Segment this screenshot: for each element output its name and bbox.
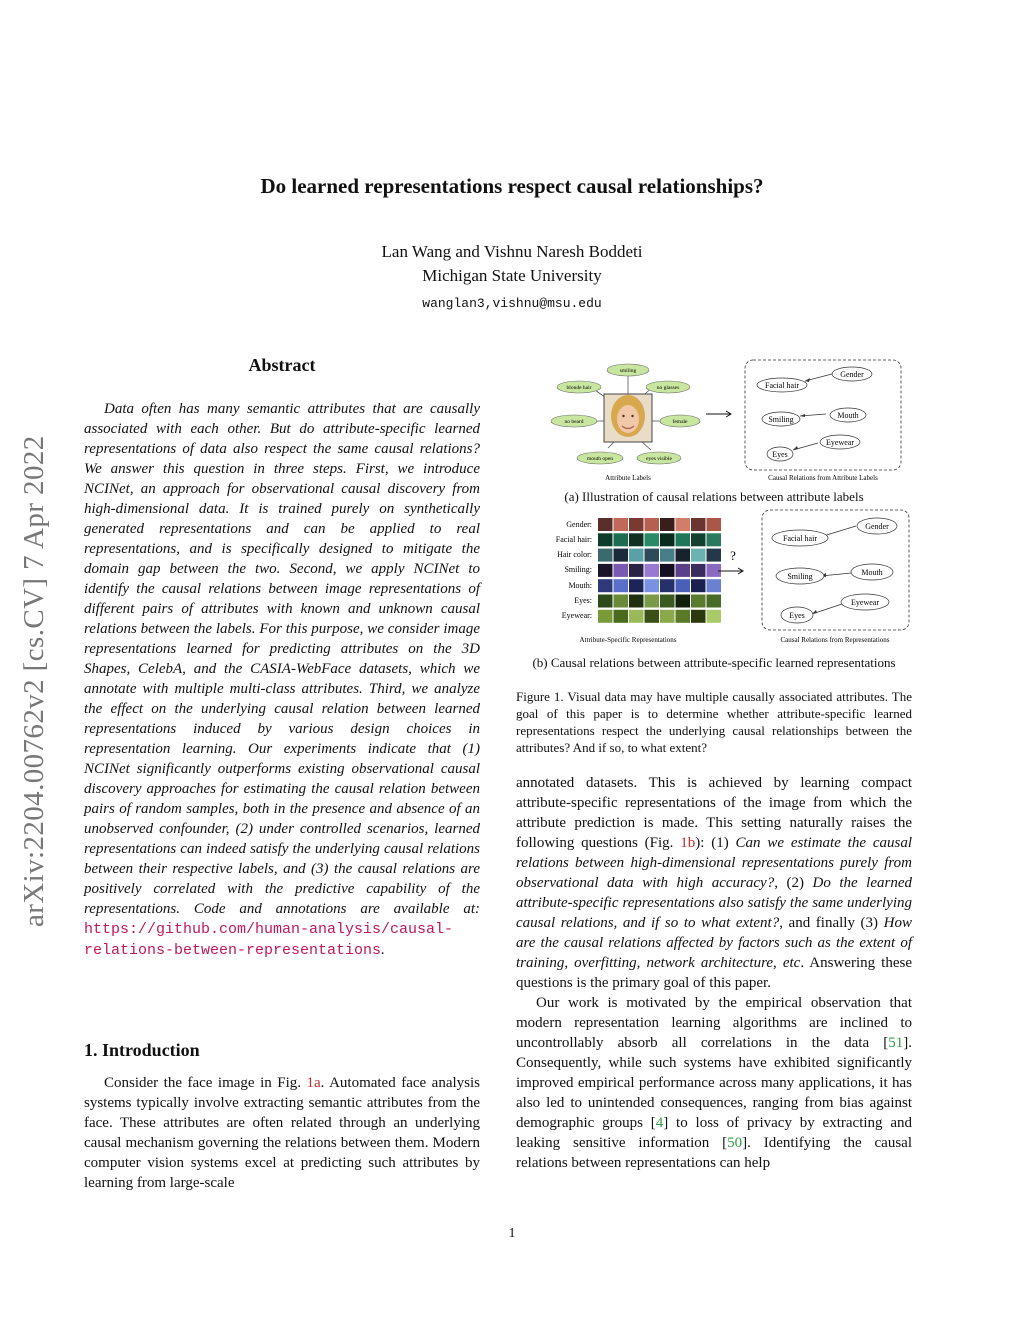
representation-cell <box>691 549 706 562</box>
representation-cell <box>645 564 660 577</box>
row-label: Eyes: <box>574 596 592 605</box>
svg-text:Gender: Gender <box>865 522 889 531</box>
svg-text:Eyes: Eyes <box>789 611 805 620</box>
code-link[interactable]: https://github.com/human-analysis/causal-relations-between-representations <box>84 921 454 959</box>
label-attribute-representations: Attribute-Specific Representations <box>579 636 677 644</box>
text-span: . Answering these questions is the primary goal of this paper. <box>516 955 912 991</box>
representation-cell <box>598 610 613 623</box>
representation-cell <box>629 549 644 562</box>
citation-4[interactable]: 4 <box>655 1115 664 1131</box>
citation-51[interactable]: 51 <box>888 1035 904 1051</box>
attribute-node <box>637 452 681 464</box>
page-number: 1 <box>508 1226 516 1241</box>
right-column-text <box>516 773 912 1173</box>
representation-cell <box>660 549 675 562</box>
question-1: Can we estimate the causal relations between high-dimensional representations purely from observational data with high accuracy? <box>516 835 912 891</box>
representation-cell <box>660 610 675 623</box>
abstract-body-text: Data often has many semantic attributes that are causally associated with each other. But do attribute-specific learned representations of data also respect the same causal relations? We answer this question in three steps. First, we introduce NCINet, an approach for observational causal discovery from high-dimensional data. It is trained purely on synthetically generated representations and can be applied to real representations, and is specifically designed to mitigate the domain gap between the two. Second, we apply NCINet to identify the causal relations between image representations of different pairs of attributes with known and unknown causal relations between the labels. For this purpose, we consider image representations learned for predicting attributes on the 3D Shapes, CelebA, and the CASIA-WebFace datasets, which we annotate with multiple multi-class attributes. Third, we analyze the effect on the underlying causal relation between learned representations induced by various design choices in representation learning. Our experiments indicate that (1) NCINet significantly outperforms existing observational causal discovery approaches for estimating the causal relation between pairs of random samples, both in the presence and absence of an unobserved confounder, (2) under controlled scenarios, learned representations can indeed satisfy the underlying causal relations between their respective labels, and (3) the causal relations are positively correlated with the predictive capability of the representations. Code and annotations are available at: <box>84 401 480 917</box>
representation-cell <box>614 579 629 592</box>
representation-cell <box>691 564 706 577</box>
svg-text:mouth open: mouth open <box>586 456 614 462</box>
question-mark: ? <box>730 548 736 563</box>
text-span: ]. Identifying the causal relations between representations can help <box>516 1135 912 1171</box>
svg-text:Gender: Gender <box>840 370 864 379</box>
arrow-icon <box>718 568 743 574</box>
graph-node <box>776 568 824 584</box>
svg-text:Facial hair: Facial hair <box>765 381 799 390</box>
graph-node <box>757 378 807 392</box>
representation-cell <box>691 610 706 623</box>
svg-text:Mouth: Mouth <box>861 568 883 577</box>
representation-cell <box>676 549 691 562</box>
representation-cell <box>629 533 644 546</box>
svg-text:Mouth: Mouth <box>837 411 859 420</box>
attribute-node <box>577 452 623 464</box>
arxiv-identifier: arXiv:2204.00762v2 [cs.CV] 7 Apr 2022 <box>18 435 50 927</box>
figure-1a <box>548 358 916 486</box>
row-label: Hair color: <box>557 550 592 559</box>
representation-cell <box>598 549 613 562</box>
representation-cell <box>614 610 629 623</box>
representation-cell <box>629 564 644 577</box>
text-span: ]. Consequently, while such systems have exhibited significantly improved empirical performance across many applications, it has also led to unintended consequences, ranging from bias against demographic groups [ <box>516 1035 912 1131</box>
representation-cell <box>645 533 660 546</box>
representation-cell <box>614 533 629 546</box>
representation-cell <box>691 533 706 546</box>
text-span: ): (1) <box>695 835 729 851</box>
representation-cell <box>707 564 722 577</box>
representation-cell <box>614 549 629 562</box>
representation-cell <box>629 518 644 531</box>
intro-paragraph <box>84 1073 480 1193</box>
representation-cell <box>691 579 706 592</box>
abstract-text <box>84 399 480 961</box>
question-3: How are the causal relations affected by factors such as the extent of training, overfitting, network architecture, etc <box>516 915 913 971</box>
representation-cell <box>676 533 691 546</box>
label-attribute-labels: Attribute Labels <box>605 474 651 482</box>
representation-cell <box>707 518 722 531</box>
representation-cell <box>691 595 706 608</box>
representation-cell <box>598 579 613 592</box>
fig-ref-1b[interactable]: 1b <box>680 835 696 851</box>
representation-cell <box>707 549 722 562</box>
section-heading-introduction: 1. Introduction <box>84 1040 200 1060</box>
svg-text:eyes visible: eyes visible <box>646 456 672 462</box>
author-block <box>0 240 1024 316</box>
svg-text:female: female <box>672 419 688 425</box>
paragraph <box>516 993 912 1173</box>
representation-cell <box>660 595 675 608</box>
graph-node <box>841 594 889 610</box>
row-label: Smiling: <box>564 565 592 574</box>
label-causal-relations-representations: Causal Relations from Representations <box>780 636 890 644</box>
svg-text:smiling: smiling <box>619 368 637 374</box>
text-span: , and finally (3) <box>779 915 879 931</box>
attribute-node <box>646 381 690 393</box>
representation-cell <box>707 579 722 592</box>
graph-node <box>767 447 793 461</box>
representation-cell <box>645 595 660 608</box>
citation-50[interactable]: 50 <box>727 1135 743 1151</box>
graph-node <box>830 408 866 422</box>
graph-node <box>772 530 828 546</box>
attribute-node <box>557 381 601 393</box>
representation-cell <box>660 579 675 592</box>
representation-cell <box>660 518 675 531</box>
representation-cell <box>598 595 613 608</box>
graph-node <box>851 564 893 580</box>
svg-text:Smiling: Smiling <box>787 572 813 581</box>
representation-cell <box>645 610 660 623</box>
representation-cell <box>629 610 644 623</box>
graph-node <box>781 607 813 623</box>
text-span: , (2) <box>774 875 804 891</box>
intro-text-a: Consider the face image in Fig. <box>104 1075 301 1091</box>
graph-node <box>820 435 860 449</box>
representation-cell <box>645 579 660 592</box>
row-label: Gender: <box>566 520 592 529</box>
row-label: Eyewear: <box>561 611 592 620</box>
svg-text:blonde hair: blonde hair <box>566 385 592 391</box>
graph-node <box>762 412 800 426</box>
authors: Lan Wang and Vishnu Naresh Boddeti <box>381 242 643 261</box>
svg-text:Eyewear: Eyewear <box>851 598 879 607</box>
representation-cell <box>598 518 613 531</box>
email: wanglan3,vishnu@msu.edu <box>422 296 602 311</box>
figure-1b-caption: (b) Causal relations between attribute-specific learned representations <box>532 655 896 670</box>
text-span: annotated datasets. This is achieved by learning compact attribute-specific representations of the image from which the attribute prediction is made. This setting naturally raises the following questions (Fig. <box>516 775 912 851</box>
figure-1-caption: Figure 1. Visual data may have multiple causally associated attributes. The goal of this paper is to determine whether attribute-specific learned representations respect the underlying causal relationships between the attributes? And if so, to what extent? <box>516 689 912 755</box>
svg-text:Smiling: Smiling <box>768 415 794 424</box>
graph-node <box>857 518 897 534</box>
representation-cell <box>707 610 722 623</box>
representation-cell <box>676 518 691 531</box>
representation-grid <box>598 518 721 623</box>
representation-cell <box>676 595 691 608</box>
attribute-node <box>551 415 597 427</box>
intro-text-b: . Automated face analysis systems typically involve extracting semantic attributes from the face. These attributes are often related through an underlying causal mechanism governing the relations between them. Modern computer vision systems excel at predicting such attributes by learning from large-scale <box>84 1075 480 1191</box>
representation-cell <box>676 564 691 577</box>
representation-cell <box>676 610 691 623</box>
text-span: ] to loss of privacy by extracting and leaking sensitive information [ <box>516 1115 912 1151</box>
label-causal-relations-labels: Causal Relations from Attribute Labels <box>768 474 878 482</box>
row-label: Facial hair: <box>555 535 592 544</box>
representation-cell <box>629 595 644 608</box>
representation-cell <box>660 533 675 546</box>
svg-text:Eyes: Eyes <box>772 450 788 459</box>
svg-text:Eyewear: Eyewear <box>826 438 854 447</box>
svg-text:no beard: no beard <box>564 419 584 425</box>
representation-cell <box>614 518 629 531</box>
abstract-heading: Abstract <box>248 355 316 375</box>
face-photo <box>604 394 652 442</box>
svg-text:Facial hair: Facial hair <box>783 534 817 543</box>
representation-cell <box>614 595 629 608</box>
row-label: Mouth: <box>568 581 592 590</box>
representation-cell <box>598 564 613 577</box>
paragraph <box>516 773 912 993</box>
representation-cell <box>629 579 644 592</box>
representation-cell <box>660 564 675 577</box>
figure-1b <box>548 508 916 648</box>
attribute-node <box>660 415 700 427</box>
figure-1a-caption: (a) Illustration of causal relations between attribute labels <box>564 489 864 504</box>
representation-cell <box>707 595 722 608</box>
svg-text:no glasses: no glasses <box>656 385 680 391</box>
text-span: Our work is motivated by the empirical observation that modern representation learning algorithms are inclined to uncontrollably absorb all correlations in the data [ <box>516 995 912 1051</box>
affiliation: Michigan State University <box>422 266 602 285</box>
question-2: Do the learned attribute-specific representations also satisfy the same underlying causal relations, and if so to what extent? <box>516 875 912 931</box>
representation-cell <box>645 549 660 562</box>
arrow-icon <box>706 411 731 417</box>
abstract-end-punct: . <box>381 942 385 958</box>
representation-cell <box>691 518 706 531</box>
graph-node <box>832 367 872 381</box>
representation-cell <box>676 579 691 592</box>
attribute-node <box>607 364 649 376</box>
fig-ref-1a[interactable]: 1a <box>306 1075 321 1091</box>
representation-cell <box>707 533 722 546</box>
representation-cell <box>645 518 660 531</box>
representation-cell <box>614 564 629 577</box>
representation-cell <box>598 533 613 546</box>
paper-title: Do learned representations respect causal relationships? <box>260 174 764 198</box>
